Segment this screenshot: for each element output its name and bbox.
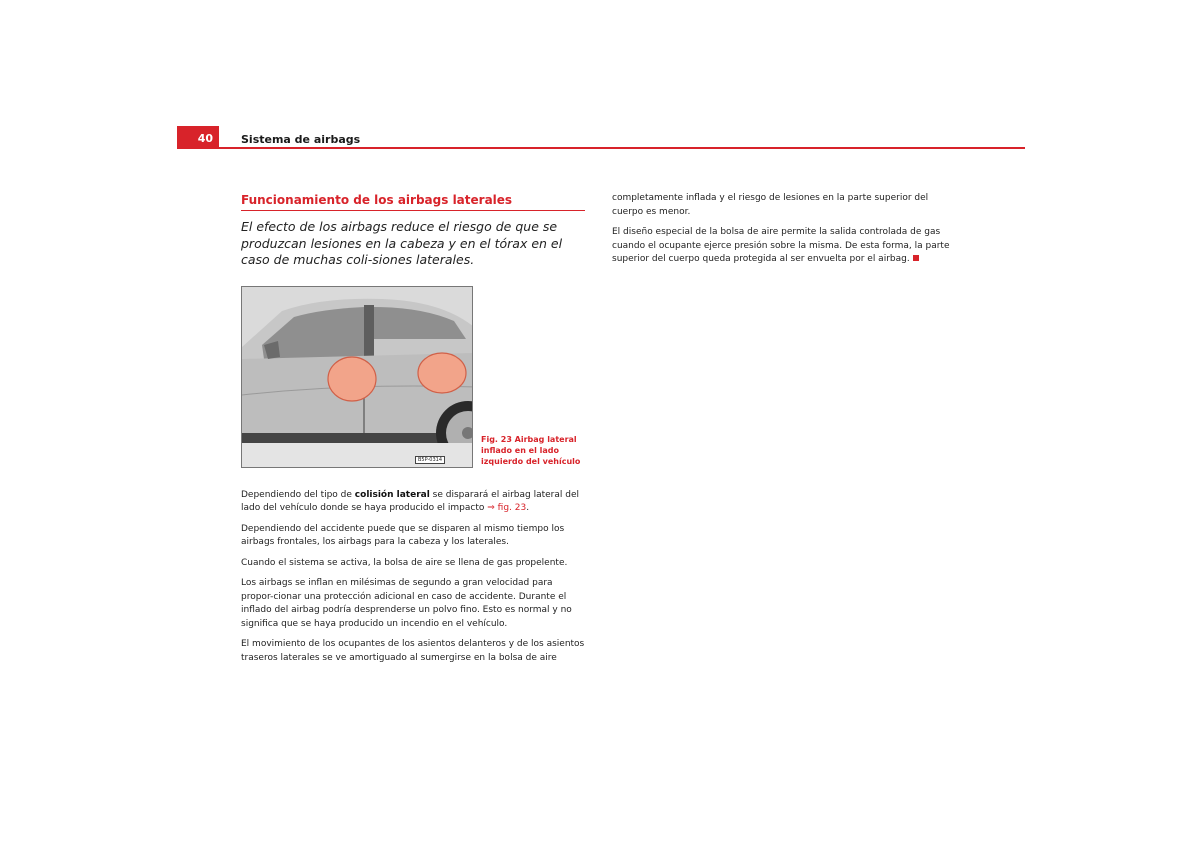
paragraph-1-text-c: . (526, 503, 530, 513)
right-column (612, 192, 962, 274)
figure-reference-link[interactable]: ⇒ fig. 23 (487, 503, 527, 513)
paragraph-1-text-b: se disparará el airbag lateral del lado del vehículo donde se haya producido el impacto (241, 489, 580, 513)
header-rule (219, 147, 1025, 149)
section-end-icon (913, 255, 919, 261)
right-paragraph-1: completamente inflada y el riesgo de lesiones en la parte superior del cuerpo es menor. (612, 193, 929, 217)
paragraph-1-text-a: Dependiendo del tipo de (241, 489, 355, 500)
lead-paragraph: El efecto de los airbags reduce el riesgo de que se produzcan lesiones en la cabeza y en el tórax en el caso de muchas coli-siones laterales. (241, 219, 563, 267)
car-side-airbag-illustration (241, 286, 473, 468)
left-column (241, 192, 585, 672)
paragraph-1-bold: colisión lateral (354, 489, 430, 500)
figure-code: B5P-0314 (415, 456, 445, 464)
body-text (241, 489, 585, 666)
paragraph-1 (241, 489, 585, 516)
paragraph-3: Cuando el sistema se activa, la bolsa de aire se llena de gas propelente. (241, 557, 568, 568)
figure-caption: Fig. 23 Airbag lateral inflado en el lado izquierdo del vehículo (481, 434, 581, 466)
section-title: Funcionamiento de los airbags laterales (241, 192, 585, 211)
paragraph-2: Dependiendo del accidente puede que se disparen al mismo tiempo los airbags frontales, los airbags para la cabeza y los laterales. (241, 523, 565, 547)
paragraph-5: El movimiento de los ocupantes de los asientos delanteros y de los asientos traseros laterales se ve amortiguado al sumergirse en la bolsa de aire (241, 639, 585, 663)
paragraph-4: Los airbags se inflan en milésimas de segundo a gran velocidad para propor-cionar una protección adicional en caso de accidente. Durante el inflado del airbag podría desprenderse un polvo fino. Esto es normal y no significa que se haya producido un incendio en el vehículo. (241, 578, 572, 629)
section-header: Sistema de airbags (241, 133, 361, 146)
page-number-text: 40 (197, 132, 213, 145)
page-number (177, 126, 219, 148)
right-paragraph-2-text: El diseño especial de la bolsa de aire permite la salida controlada de gas cuando el ocupante ejerce presión sobre la misma. De esta forma, la parte superior del cuerpo queda protegida al ser envuelta por el airbag. (612, 227, 950, 264)
figure-23 (241, 286, 585, 468)
car-illustration (242, 287, 473, 468)
right-paragraph-2 (612, 226, 962, 267)
